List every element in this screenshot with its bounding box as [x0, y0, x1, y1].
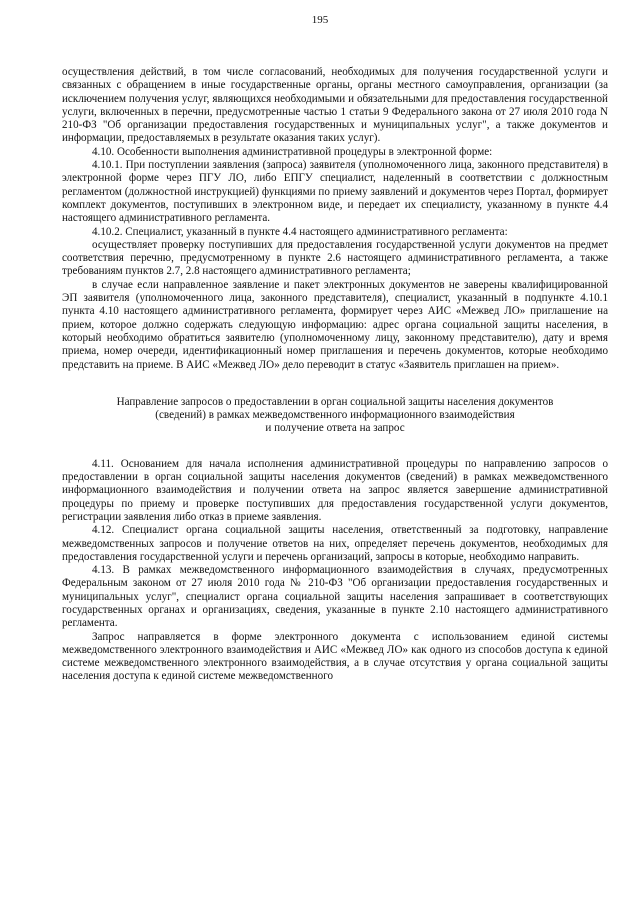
paragraph: 4.12. Специалист органа социальной защиты населения, ответственный за подготовку, направление межведомственных запросов и получение ответов на них, определяет перечень документов, необходимых для предоставления государственной услуги и перечень организаций, запросы в которые, необходимо направить.	[62, 524, 608, 563]
page-number: 195	[311, 14, 329, 26]
paragraph: Запрос направляется в форме электронного документа с использованием единой системы межведомственного электронного взаимодействия и АИС «Межвед ЛО» как одного из способов доступа к единой системе межведомственного электронного взаимодействия, а в случае отсутствия у органа социальной защиты населения доступа к единой системе межведомственного	[62, 630, 608, 683]
paragraph: осуществления действий, в том числе согласований, необходимых для получения государственной услуги и связанных с обращением в иные государственные органы, органы местного самоуправления, организации (за исключением получения услуг, являющихся необходимыми и обязательными для предоставления государственной услуги, включенных в перечни, предусмотренные частью 1 статьи 9 Федерального закона от 27 июля 2010 года N 210-ФЗ "Об организации предоставления государственных и муниципальных услуг", а также документов и информации, предоставляемых в результате оказания таких услуг).	[62, 66, 608, 145]
paragraph: в случае если направленное заявление и пакет электронных документов не заверены квалифицированной ЭП заявителя (уполномоченного лица, законного представителя), специалист, указанный в подпункте 4.10.1 пункта 4.10 настоящего административного регламента, формирует через АИС «Межвед ЛО» приглашение на прием, которое должно содержать следующую информацию: адрес органа социальной защиты населения, в который необходимо обратиться заявителю (уполномоченному лицу, законному представителю), дату и время приема, номер очереди, идентификационный номер приглашения и перечень документов, которые необходимо представить на приеме. В АИС «Межвед ЛО» дело переводит в статус «Заявитель приглашен на прием».	[62, 278, 608, 371]
section-heading-line: (сведений) в рамках межведомственного информационного взаимодействия	[155, 409, 515, 422]
paragraph: 4.10.1. При поступлении заявления (запроса) заявителя (уполномоченного лица, законного представителя) в электронной форме через ПГУ ЛО, либо ЕПГУ специалист, наделенный в соответствии с должностным регламентом (должностной инструкцией) функциями по приему заявлений и документов через Портал, формирует комплект документов, поступивших в электронном виде, и передает их специалисту, указанному в пункте 4.4 настоящего административного регламента.	[62, 159, 608, 225]
paragraph: 4.10.2. Специалист, указанный в пункте 4.4 настоящего административного регламента:	[92, 225, 508, 238]
section-heading-line: Направление запросов о предоставлении в орган социальной защиты населения документов	[116, 395, 554, 408]
document-body	[62, 66, 608, 684]
paragraph: 4.11. Основанием для начала исполнения административной процедуры по направлению запросов о предоставлении в орган социальной защиты населения документов (сведений) в рамках межведомственного информационного взаимодействия и получении ответа на запрос является завершение административной процедуры по приему и проверке поступивших для предоставления государственной услуги документов, регистрации заявления либо отказ в приеме заявления.	[62, 457, 608, 523]
section-heading-line: и получение ответа на запрос	[265, 422, 405, 435]
section-heading	[62, 396, 608, 436]
paragraph: осуществляет проверку поступивших для предоставления государственной услуги документов на предмет соответствия перечню, предусмотренному в пункте 2.6 настоящего административного регламента, а также требованиям пунктов 2.7, 2.8 настоящего административного регламента;	[62, 238, 608, 278]
paragraph: 4.10. Особенности выполнения административной процедуры в электронной форме:	[92, 145, 493, 158]
paragraph: 4.13. В рамках межведомственного информационного взаимодействия в случаях, предусмотренных Федеральным законом от 27 июля 2010 года № 210-ФЗ "Об организации предоставления государственных и муниципальных услуг", специалист органа социальной защиты населения запрашивает в соответствующих государственных органах и организациях, сведения, указанные в пункте 2.10 настоящего административного регламента.	[62, 564, 608, 630]
